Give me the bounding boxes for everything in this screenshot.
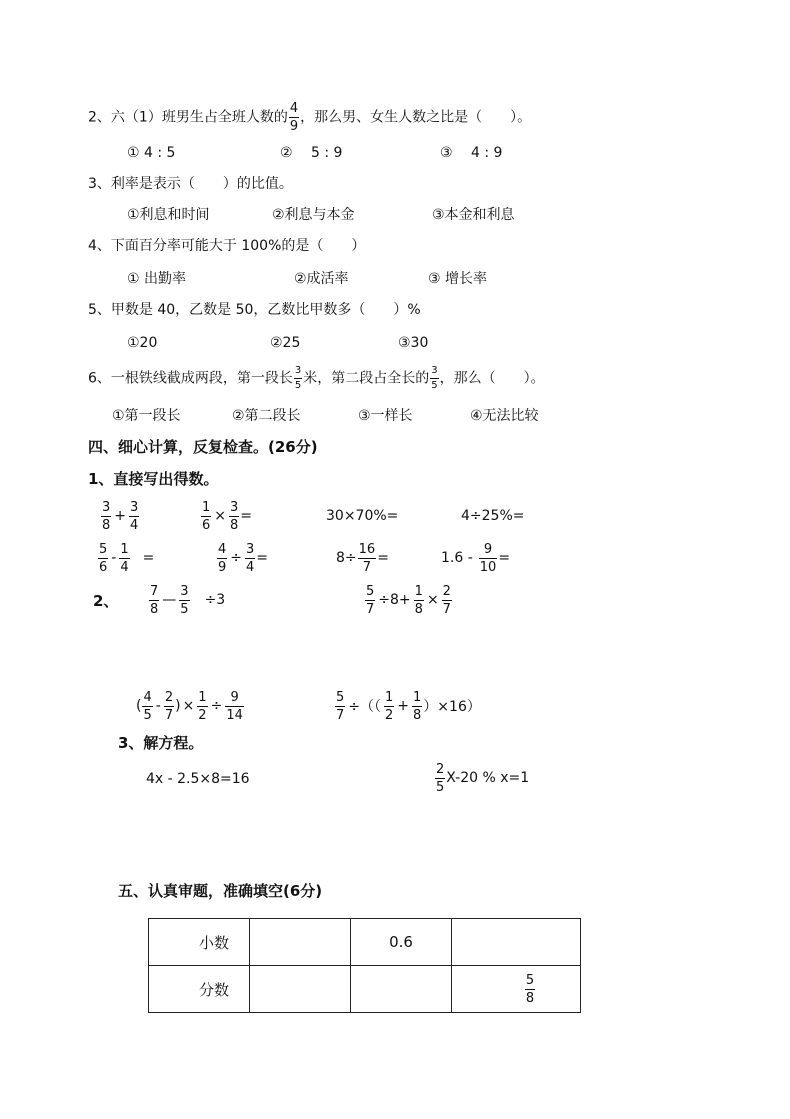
question-4: 4、下面百分率可能大于 100%的是（ ） [88,238,366,254]
expr-2-2: $\frac{4}{9}$ ÷ $\frac{3}{4}$ = [218,541,269,575]
expr-1-1: $\frac{3}{8}$ + $\frac{3}{4}$ [102,499,139,533]
q6-option-3: ③一样长 [358,408,413,424]
question-3: 3、利率是表示（ ）的比值。 [88,176,293,192]
q3-option-3: ③本金和利息 [432,207,515,223]
q5-option-2: ②25 [270,335,301,351]
equation-2: $\frac{2}{5}$ X-20 % x=1 [436,761,530,795]
q2-option-3: ③ 4 : 9 [440,145,503,161]
q3-option-1: ①利息和时间 [127,207,210,223]
expr-2-4: 1.6 - $\frac{9}{10}$ = [441,541,511,575]
question-6: 6、一根铁线截成两段，第一段长 $\frac{3}{5}$ 米，第二段占全长的 $\frac{3}{5}$ ，那么（ ）。 [88,365,545,391]
q6-option-1: ①第一段长 [112,408,181,424]
fraction: $\frac{4}{9}$ [289,101,299,134]
q3-option-2: ②利息与本金 [272,207,355,223]
section-4-title: 四、细心计算，反复检查。(26分) [88,438,318,456]
equation-1: 4x - 2.5×8=16 [146,771,250,787]
table-cell[interactable] [250,966,351,1013]
section-4-sub2: 2、 [93,592,119,610]
table-cell[interactable] [452,919,581,966]
section-4-sub3: 3、解方程。 [118,734,204,752]
question-2-prefix: 2、六（1）班男生占全班人数的 [88,109,288,126]
expr-1-2: $\frac{1}{6}$ × $\frac{3}{8}$ = [202,499,253,533]
table-cell[interactable] [452,966,581,1013]
table-cell[interactable] [250,919,351,966]
fraction: $\frac{3}{5}$ [431,365,438,391]
section-5-title: 五、认真审题，准确填空(6分) [118,882,323,900]
expr-4-2: $\frac{5}{7}$ ÷（（ $\frac{1}{2}$ + $\frac{1}{8}$ ）×16） [336,689,481,723]
q4-option-2: ②成活率 [294,271,349,287]
table-cell[interactable] [351,966,452,1013]
expr-4-1: ( $\frac{4}{5}$ - $\frac{2}{7}$ ) × $\frac{1}{2}$ ÷ $\frac{9}{14}$ [136,689,243,723]
q5-option-3: ③30 [398,335,429,351]
q4-option-3: ③ 增长率 [428,271,488,287]
question-2-suffix: ，那么男、女生人数之比是（ ）。 [300,109,532,126]
row-label-fraction: 分数 [149,966,250,1013]
question-5: 5、甲数是 40，乙数是 50，乙数比甲数多（ ）% [88,302,421,318]
question-2 [88,102,531,133]
table-row [149,919,581,966]
expr-2-3: 8÷ $\frac{16}{7}$ = [336,541,389,575]
q4-option-1: ① 出勤率 [127,271,187,287]
expr-3-1: $\frac{7}{8}$ — $\frac{3}{5}$ ÷3 [150,583,226,617]
section-4-sub1: 1、直接写出得数。 [88,470,219,488]
expr-1-3: 30×70%= [326,508,399,524]
row-label-decimal: 小数 [149,919,250,966]
q6-option-2: ②第二段长 [232,408,301,424]
q5-option-1: ①20 [127,335,158,351]
expr-3-2: $\frac{5}{7}$ ÷8+ $\frac{1}{8}$ × $\frac{2}{7}$ [366,583,451,617]
fraction: $\frac{3}{5}$ [294,365,302,391]
table-row [149,966,581,1013]
q2-option-2: ② 5 : 9 [280,145,343,161]
q6-option-4: ④无法比较 [470,408,539,424]
expr-1-4: 4÷25%= [461,508,525,524]
expr-2-1: $\frac{5}{6}$ - $\frac{1}{4}$ = [99,541,155,575]
fraction: $\frac{5}{8}$ [525,972,535,1006]
q2-option-1: ① 4 : 5 [127,145,176,161]
table-cell[interactable]: 0.6 [351,919,452,966]
decimal-fraction-table [148,918,581,1013]
